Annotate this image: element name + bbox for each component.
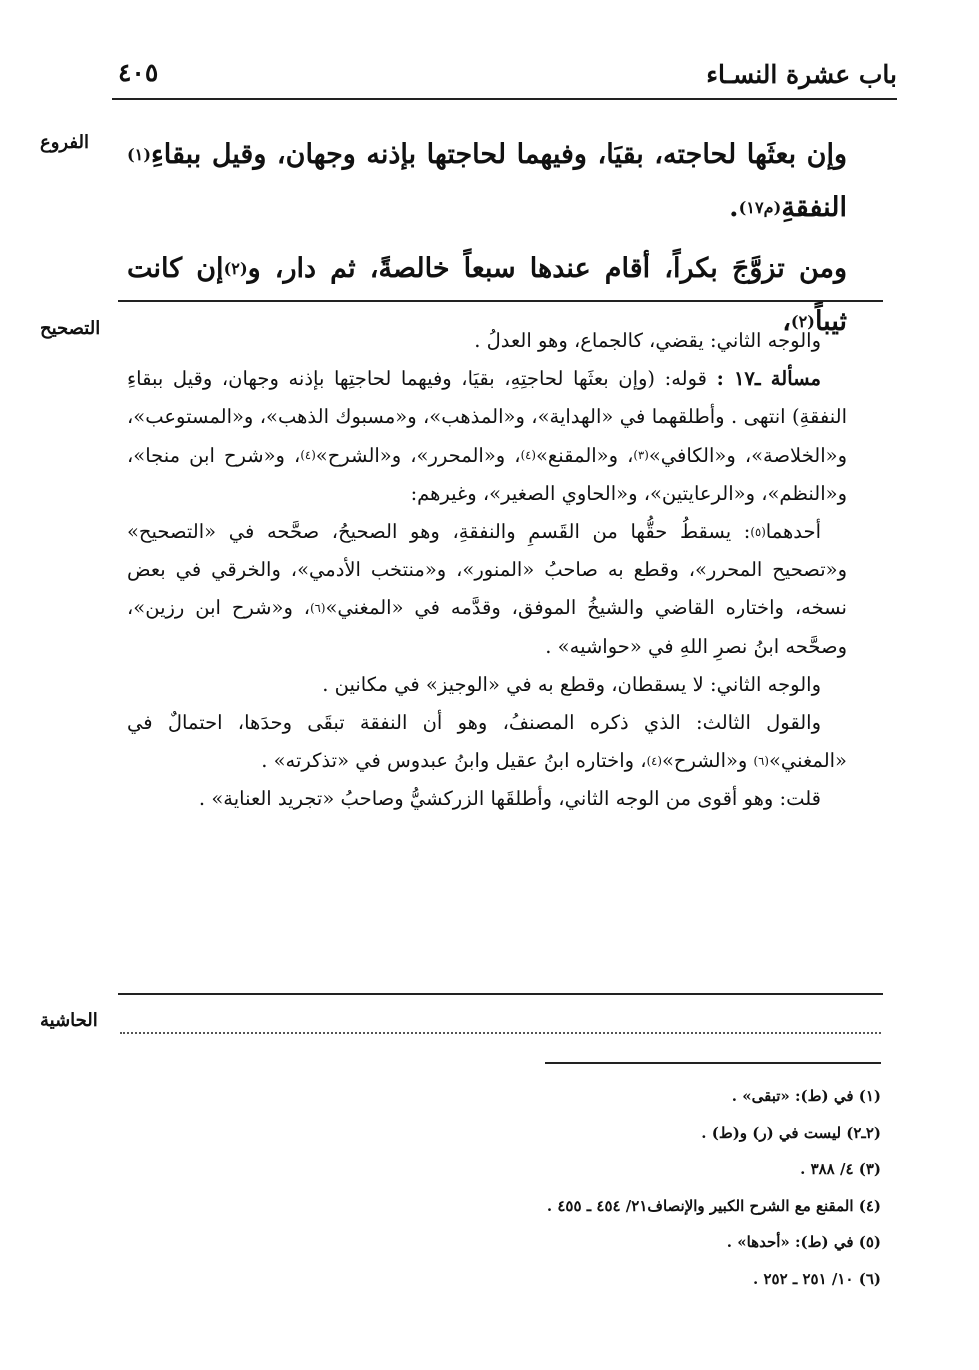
masala-heading: مسألة ـ١٧ : xyxy=(716,367,821,391)
label-tashih: التصحيح xyxy=(40,318,101,339)
footnote-1: (١) في (ط): «تبقى» . xyxy=(731,1087,881,1105)
furu-para-1: وإن بعثَها لحاجته، بقيَا، وفيهما لحاجتها بإذنه وجهان، وقيل ببقاءِ$^{(١)}$ النفقةِ$^{(م١٧)}$. xyxy=(127,139,847,223)
label-furu: الفروع xyxy=(40,132,89,153)
footnote-4: (٤) المقنع مع الشرح الكبير والإنصاف٢١/ ٤٥٤ ـ ٤٥٥ . xyxy=(546,1196,881,1215)
furu-text xyxy=(127,128,847,348)
tashih-para-2: مسألة ـ١٧ : قوله: (وإن بعثَها لحاجتِهِ، بقيَا، وفيهما لحاجتِها بإذنه وجهان، وقيل ببقاءِ النفقةِ) انتهى . وأطلقهما في «الهداية»، و«المذهب»، و«مسبوك الذهب»، و«المستوعب»، و«الخلاصة»، و«الكافي»$^{(٣)}$، و«المقنع»$^{(٤)}$، و«المحرر»، و«الشرح»$^{(٤)}$، و«شرح ابن منجا»، و«النظم»، و«الرعايتين»، و«الحاوي الصغير»، وغيرهم: xyxy=(127,367,847,505)
footnote-3: (٣) ٤/ ٣٨٨ . xyxy=(800,1160,881,1178)
tashih-text xyxy=(127,322,847,819)
header-rule xyxy=(112,98,897,100)
tashih-para-6: قلت: وهو أقوى من الوجه الثاني، وأطلقَها الزركشيُّ وصاحبُ «تجريد العناية» . xyxy=(198,787,821,811)
tashih-para-3: أحدهما$^{(٥)}$: يسقطُ حقُّها من القَسمِ والنفقةِ، وهو الصحيحُ، صحَّحه في «التصحيح» و«تصحيح المحرر»، وقطع به صاحبُ «المنور»، و«منتخب الأدمي»، والخرقي في بعض نسخه، واختاره القاضي والشيخُ الموفق، وقدَّمه في «المغني»$^{(٦)}$، و«شرح ابن رزين»، وصحَّحه ابنُ نصرِ اللهِ في «حواشيه» . xyxy=(127,520,847,658)
page-number: ٤٠٥ xyxy=(118,58,159,87)
label-hashiya: الحاشية xyxy=(40,1010,98,1031)
footnote-2: (٢ـ٢) ليست في (ر) و(ط) . xyxy=(701,1123,881,1142)
footnote-ref: (٢) xyxy=(223,258,248,278)
footnote-6: (٦) ١٠/ ٢٥١ ـ ٢٥٢ . xyxy=(753,1269,881,1288)
section-rule xyxy=(118,300,883,302)
footnote-ref: (١) xyxy=(127,144,152,164)
tashih-para-4: والوجه الثاني: لا يسقطان، وقطع به في «الوجيز» في مكانين . xyxy=(322,672,821,696)
furu-para-2: ومن تزوَّجَ بكراً، أقام عندها سبعاً خالصةً، ثم دار، و$^{(٢)}$إن كانت ثيباً$^{(٢)}$، xyxy=(127,253,847,337)
footnote-5: (٥) في (ط): «أحدها» . xyxy=(726,1233,881,1251)
masala-ref: (م١٧) xyxy=(738,197,782,217)
footnotes xyxy=(121,1078,881,1297)
hashiya-dotted-line xyxy=(120,1030,881,1034)
section-rule xyxy=(118,993,883,995)
tashih-para-1: والوجه الثاني: يقضي، كالجماع، وهو العدلُ . xyxy=(474,329,821,352)
chapter-title: باب عشرة النسـاء xyxy=(706,60,897,89)
footnote-ref: (٢) xyxy=(790,311,815,331)
footnote-rule xyxy=(545,1062,881,1064)
tashih-para-5: والقول الثالث: الذي ذكره المصنفُ، وهو أن النفقة تبقَى وحدَها، احتمالٌ في «المغني»$^{(٦)}$ و«الشرح»$^{(٤)}$، واختاره ابنُ عقيل وابنُ عبدوس في «تذكرته» . xyxy=(127,711,847,773)
